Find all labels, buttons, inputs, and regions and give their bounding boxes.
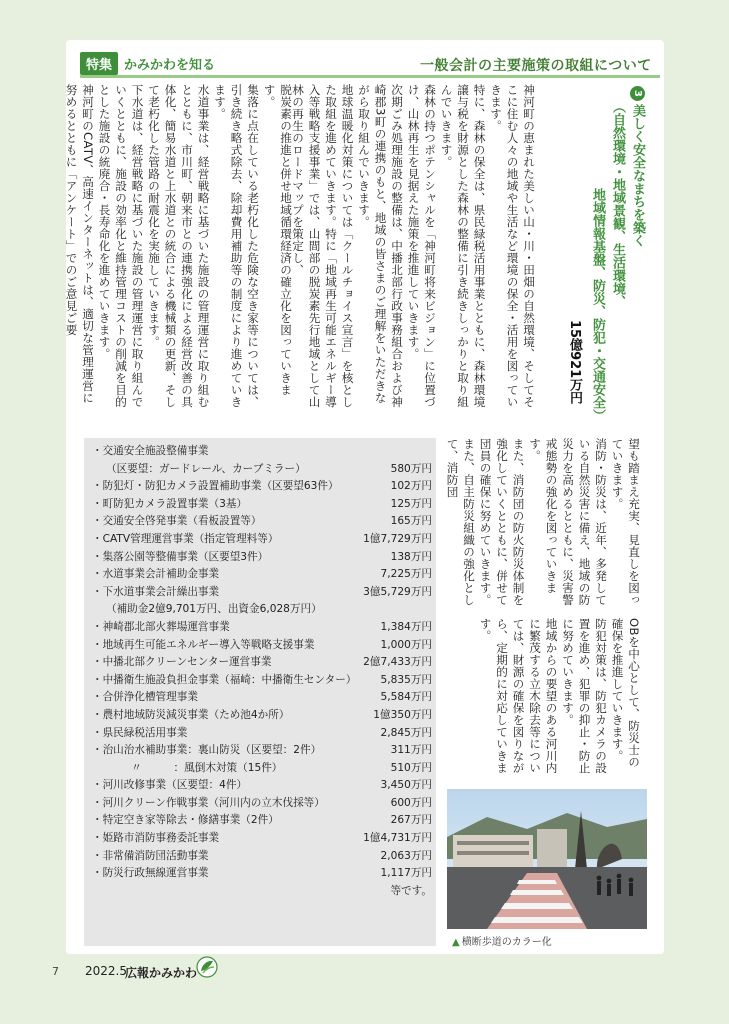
budget-item-label: ・町防犯カメラ設置事業（3基）	[92, 497, 248, 510]
budget-item-amount: 1億4,731万円	[363, 832, 432, 845]
budget-item-amount: 102万円	[390, 480, 432, 493]
section-title-text: 美しく安全なまちを築く	[630, 104, 645, 247]
section-number-badge: 3	[630, 86, 645, 101]
budget-item-label: ・中播衛生施設負担金事業（福崎：中播衛生センター）	[92, 673, 357, 686]
paragraph: 神河町のCATV、高速インターネットは、適切な管理運営に努めるとともに「アンケート」でのご意見ご要	[64, 84, 95, 404]
budget-item-amount: 2,845万円	[380, 726, 432, 739]
budget-row	[92, 672, 432, 690]
paragraph: 望も踏まえ充実、見直しを図っていきます。	[610, 438, 641, 606]
paragraph: 消防・防災は、近年、多発している自然災害に備え、地域の防災力を高めるとともに、災害警戒態勢の強化を図っていきます。	[528, 438, 608, 606]
budget-item-amount: 3,450万円	[380, 779, 432, 792]
budget-item-label: ・河川改修事業（区要望：4件）	[92, 779, 248, 792]
page-number: 7	[52, 965, 59, 978]
budget-row	[92, 531, 432, 549]
budget-item-amount: 580万円	[390, 462, 432, 475]
paragraph: 次期ごみ処理施設の整備は、中播北部行政事務組合および神崎郡3町の連携のもと、地域の皆さまのご理解をいただきながら取り組んでいきます。	[357, 84, 404, 408]
page-heading: 一般会計の主要施策の取組について	[420, 58, 652, 74]
budget-row	[92, 707, 432, 725]
town-logo-icon	[196, 956, 218, 982]
budget-row	[92, 883, 432, 901]
budget-row	[92, 812, 432, 830]
budget-row	[92, 777, 432, 795]
body-block-4	[446, 618, 642, 778]
budget-item-amount: 3億5,729万円	[363, 585, 432, 598]
heading-rule	[80, 75, 660, 78]
budget-item-amount: 等です。	[390, 884, 432, 897]
budget-item-amount: 165万円	[390, 515, 432, 528]
section-title-line2: （自然環境・地域景観、生活環境、	[610, 100, 625, 308]
budget-item-amount: 1,117万円	[380, 867, 432, 880]
budget-row	[92, 601, 432, 619]
budget-item-label: 〃 ：風倒木対策（15件）	[110, 761, 283, 774]
budget-row	[92, 865, 432, 883]
budget-item-amount: 2億7,433万円	[363, 656, 432, 669]
budget-item-amount: 138万円	[390, 550, 432, 563]
budget-item-label: ・地域再生可能エネルギー導入等戦略支援事業	[92, 638, 315, 651]
budget-item-amount: 510万円	[390, 761, 432, 774]
budget-list	[92, 443, 432, 900]
paragraph: OBを中心として、防災士の確保を推進していきます。	[610, 618, 641, 768]
budget-item-label: ・河川クリーン作戦事業（河川内の立木伐採等）	[92, 796, 325, 809]
budget-item-label: ・水道事業会計補助金事業	[92, 568, 220, 581]
budget-item-label: ・姫路市消防事務委託事業	[92, 832, 220, 845]
budget-row	[92, 549, 432, 567]
budget-item-amount: 2,063万円	[380, 849, 432, 862]
paragraph: 特に、森林の保全は、県民緑税活用事業とともに、森林環境譲与税を財源とした森林の整備に引き続きしっかりと取り組んでいきます。	[439, 84, 487, 408]
budget-item-amount: 600万円	[390, 796, 432, 809]
budget-item-amount: 1億350万円	[373, 708, 432, 721]
paragraph: 神河町の恵まれた美しい山・川・田畑の自然環境、そしてそこに住む人々の地域や生活など環境の保全・活用を図っていきます。	[489, 84, 536, 408]
budget-row	[92, 830, 432, 848]
budget-row	[92, 795, 432, 813]
caption-text: 横断歩道のカラー化	[461, 937, 552, 948]
issue-date: 2022.5	[85, 964, 127, 978]
paragraph: また、消防団の防火防災体制を強化していくとともに、併せて団員の確保に努めていきます。また、自主防災組織の強化として、消防団	[445, 438, 526, 606]
budget-item-label: ・治山治水補助事業：裏山防災（区要望：2件）	[92, 744, 322, 757]
section-amount: 15億921万円	[567, 320, 582, 405]
budget-row	[92, 848, 432, 866]
paragraph: 下水道は、経営戦略に基づいた施設の管理運営に取り組んでいくとともに、施設の効率化と維持管理コストの削減を目的とした施設の統廃合・長寿命化を進めていきます。	[97, 84, 145, 408]
budget-item-label: ・CATV管理運営事業（指定管理料等）	[92, 532, 279, 545]
budget-row	[92, 496, 432, 514]
budget-item-label: ・合併浄化槽管理事業	[92, 691, 198, 704]
budget-item-label: ・非常備消防団活動事業	[92, 849, 209, 862]
crosswalk-photo-image	[447, 789, 647, 929]
budget-item-amount: 1,000万円	[380, 638, 432, 651]
budget-row	[92, 513, 432, 531]
budget-row	[92, 742, 432, 760]
budget-item-amount: 267万円	[390, 814, 432, 827]
budget-item-label: ・神崎郡北部火葬場運営事業	[92, 620, 230, 633]
budget-row	[92, 637, 432, 655]
paragraph: 森林の持つポテンシャルを「神河町将来ビジョン」に位置づけ、山林再生を見据えた施策を推進していきます。	[406, 84, 437, 408]
budget-row	[92, 584, 432, 602]
feature-subtitle: かみかわを知る	[124, 58, 216, 73]
budget-row	[92, 760, 432, 778]
budget-row	[92, 654, 432, 672]
paragraph: 防犯対策は、防犯カメラの設置を進め、犯罪の抑止・防止に努めていきます。	[561, 618, 608, 774]
budget-item-label: ・県民緑税活用事業	[92, 726, 188, 739]
budget-row	[92, 689, 432, 707]
budget-item-label: ・防犯灯・防犯カメラ設置補助事業（区要望63件）	[92, 480, 339, 493]
body-block-3	[446, 438, 642, 608]
paragraph: 脱炭素の推進と併せ地域循環経済の確立化を図っていきます。	[262, 84, 293, 396]
budget-row	[92, 725, 432, 743]
budget-item-amount: 5,835万円	[380, 673, 432, 686]
paragraph: 地球温暖化対策については「クールチョイス宣言」を核とした取組を進めていきます。特に「地域再生可能エネルギー導入等戦略支援事業」では、山間部の脱炭素先行地域として山林の再生のロードマップを策定し、	[291, 84, 355, 408]
budget-row	[92, 461, 432, 479]
crosswalk-photo	[447, 789, 647, 929]
budget-row	[92, 566, 432, 584]
feature-tag: 特集	[80, 52, 118, 75]
paragraph: 集落に点在している老朽化した危険な空き家等については、引き続き略式除去、除却費用補助等の制度により進めていきます。	[213, 84, 260, 408]
section-title-line1	[628, 86, 646, 326]
budget-row	[92, 619, 432, 637]
budget-item-label: ・下水道事業会計繰出事業	[92, 585, 220, 598]
budget-item-label: ・集落公園等整備事業（区要望3件）	[92, 550, 269, 563]
budget-item-label: ・特定空き家等除去・修繕事業（2件）	[92, 814, 279, 827]
budget-row	[92, 443, 432, 461]
caption-triangle-icon: ▲	[452, 937, 460, 948]
budget-item-amount: 311万円	[390, 744, 432, 757]
photo-caption	[452, 933, 552, 948]
budget-item-amount: 7,225万円	[380, 568, 432, 581]
paragraph: 水道事業は、経営戦略に基づいた施設の管理運営に取り組むとともに、市川町、朝来市との連携強化による経営改善の具体化、簡易水道と上水道との統合による機械類の更新、そして老朽化した管路の耐震化を実施していきます。	[147, 84, 211, 408]
budget-item-label: ・交通安全施設整備事業	[92, 445, 209, 457]
body-block-2	[64, 84, 294, 409]
budget-item-amount: 1,384万円	[380, 620, 432, 633]
publication-name: 広報かみかわ	[125, 966, 198, 980]
budget-item-label: （補助金2億9,701万円、出資金6,028万円）	[106, 603, 322, 616]
budget-row	[92, 478, 432, 496]
budget-item-amount: 5,584万円	[380, 691, 432, 704]
body-block-1	[291, 84, 537, 409]
budget-item-amount: 125万円	[390, 497, 432, 510]
budget-item-label: ・交通安全啓発事業（看板設置等）	[92, 515, 262, 528]
budget-item-label: ・防災行政無線運営事業	[92, 867, 209, 880]
section-title-line3: 地域情報基盤、防災、防犯・交通安全）	[590, 188, 605, 422]
budget-item-label: ・農村地域防災減災事業（ため池4か所）	[92, 708, 290, 721]
budget-item-amount: 1億7,729万円	[363, 532, 432, 545]
paragraph: 地域からの要望のある河川内に繁茂する立木除去等については、財源の確保を図りながら、定期的に対応していきます。	[478, 618, 559, 774]
budget-item-label: （区要望：ガードレール、カーブミラー）	[106, 462, 306, 475]
budget-item-label: ・中播北部クリーンセンター運営事業	[92, 656, 272, 669]
